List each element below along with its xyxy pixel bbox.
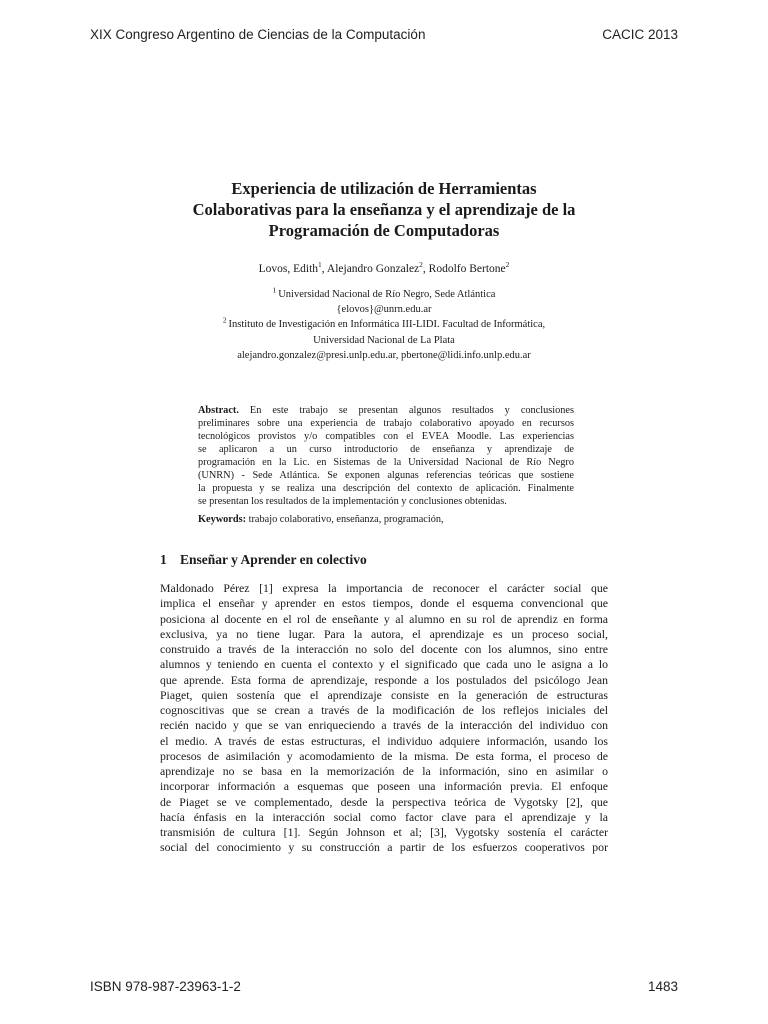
body-paragraph <box>160 581 608 856</box>
body-line: alumnos y teniendo en cuenta el contexto y el significado que cada uno le asigna a lo <box>160 657 608 672</box>
abstract-line: preliminares sobre una experiencia de trabajo colaborativo apoyado en recursos <box>198 417 574 429</box>
paper-title <box>160 178 608 241</box>
affiliation-email: {elovos}@unrn.edu.ar <box>336 304 432 316</box>
abstract-line: Abstract. En este trabajo se presentan algunos resultados y conclusiones <box>198 405 575 416</box>
affiliations <box>160 287 608 363</box>
author-affiliation-marker: 1 <box>318 260 322 270</box>
abstract-line: se aplicaron a un curso introductorio de enseñanza y aprendizaje de <box>198 443 574 455</box>
page-number: 1483 <box>647 979 678 994</box>
title-line: Experiencia de utilización de Herramientas <box>231 179 537 198</box>
author-name: Rodolfo Bertone <box>428 263 506 275</box>
affiliation-email: alejandro.gonzalez@presi.unlp.edu.ar, pbertone@lidi.info.unlp.edu.ar <box>237 349 531 361</box>
author-affiliation-marker: 2 <box>419 260 423 270</box>
isbn: ISBN 978-987-23963-1-2 <box>90 979 241 994</box>
title-line: Programación de Computadoras <box>268 221 500 240</box>
keywords <box>198 514 574 525</box>
abstract-line: (UNRN) - Sede Atlántica. Se exponen algunas referencias teóricas que sostiene <box>198 469 574 481</box>
running-footer <box>90 979 678 994</box>
author-name: Lovos, Edith <box>258 263 319 275</box>
body-line: el medio. A través de estas estructuras, el individuo adquiere información, usando los <box>160 733 608 748</box>
section-title: Enseñar y Aprender en colectivo <box>180 552 367 567</box>
body-line: hacía énfasis en la interacción social como factor clave para el aprendizaje y la <box>160 809 608 824</box>
running-header <box>90 27 678 42</box>
body-line: exclusiva, ya no tiene lugar. Para la autora, el aprendizaje es un proceso social, <box>160 626 608 641</box>
author-affiliation-marker: 2 <box>505 260 510 270</box>
affiliation-text: Instituto de Investigación en Informática III-LIDI. Facultad de Informática, <box>228 319 546 331</box>
abstract-line: programación en la Lic. en Sistemas de la Universidad Nacional de Río Negro <box>198 456 574 468</box>
keywords-text: trabajo colaborativo, enseñanza, programación, <box>248 514 444 525</box>
body-line: cognoscitivas que se crean a través de la modificación de los reflejos iniciales del <box>160 703 608 717</box>
abstract-line: se presentan los resultados de la implementación y conclusiones obtenidas. <box>198 495 507 507</box>
conference-name: XIX Congreso Argentino de Ciencias de la Computación <box>90 27 426 42</box>
body-line: incorporar información a esquemas que poseen una información previa. El enfoque <box>160 779 608 794</box>
body-line: transmisión de cultura [1]. Según Johnson et al; [3], Vygotsky sostenía el carácter <box>160 825 608 839</box>
body-line: construido a través de la interacción no solo del docente con los alumnos, sino entre <box>160 642 608 656</box>
body-line: Maldonado Pérez [1] expresa la importancia de reconocer el carácter social que <box>160 581 608 595</box>
affiliation-1 <box>160 287 608 302</box>
body-line: implica el enseñar y aprender en estos tiempos, donde el esquema convencional que <box>160 596 608 611</box>
affiliation-marker: 1 <box>272 285 279 295</box>
body-line: que aprende. Esta forma de aprendizaje, responde a los postulados del psicólogo Jean <box>160 672 608 687</box>
author-list: Lovos, Edith$^1$, Alejandro Gonzalez$^2$, Rodolfo Bertone$^2$ <box>258 260 510 275</box>
affiliation-2 <box>160 317 608 332</box>
body-line: posiciona al docente en el rol de enseñante y al alumno en su rol de aprendiz en forma <box>160 611 608 626</box>
abstract-line: la propuesta y se realiza una descripción del contexto de aplicación. Finalmente <box>198 482 574 494</box>
conference-acronym: CACIC 2013 <box>602 27 678 42</box>
title-line: Colaborativas para la enseñanza y el aprendizaje de la <box>192 200 576 219</box>
section-number: 1 <box>160 552 167 567</box>
abstract <box>198 405 574 509</box>
affiliation-text: Universidad Nacional de La Plata <box>313 334 455 346</box>
affiliation-text: Universidad Nacional de Río Negro, Sede Atlántica <box>278 289 496 300</box>
keywords-label: Keywords: <box>198 514 247 525</box>
body-line: recién nacido y que se van enriqueciendo a través de la interacción del individuo con <box>160 718 608 733</box>
body-line: aprendizaje no se basa en la memorización de la información, sino en asimilar o <box>160 764 608 778</box>
author-name: Alejandro Gonzalez <box>326 263 420 275</box>
body-line: social del conocimiento y su construcción a partir de los esfuerzos cooperativos por <box>160 840 608 855</box>
affiliation-marker: 2 <box>222 315 229 325</box>
body-line: de Piaget se ve complementado, desde la perspectiva teórica de Vygotsky [2], que <box>160 794 608 809</box>
body-line: procesos de asimilación y acomodamiento de la misma. De esta forma, el proceso de <box>160 748 608 763</box>
abstract-label: Abstract. <box>198 405 239 416</box>
section-heading <box>160 552 608 568</box>
body-line: Piaget, quien sostenía que el aprendizaje consiste en la generación de estructuras <box>160 687 608 702</box>
abstract-line: tecnológicos provistos y/o compatibles con el EVEA Moodle. Las experiencias <box>198 430 574 442</box>
